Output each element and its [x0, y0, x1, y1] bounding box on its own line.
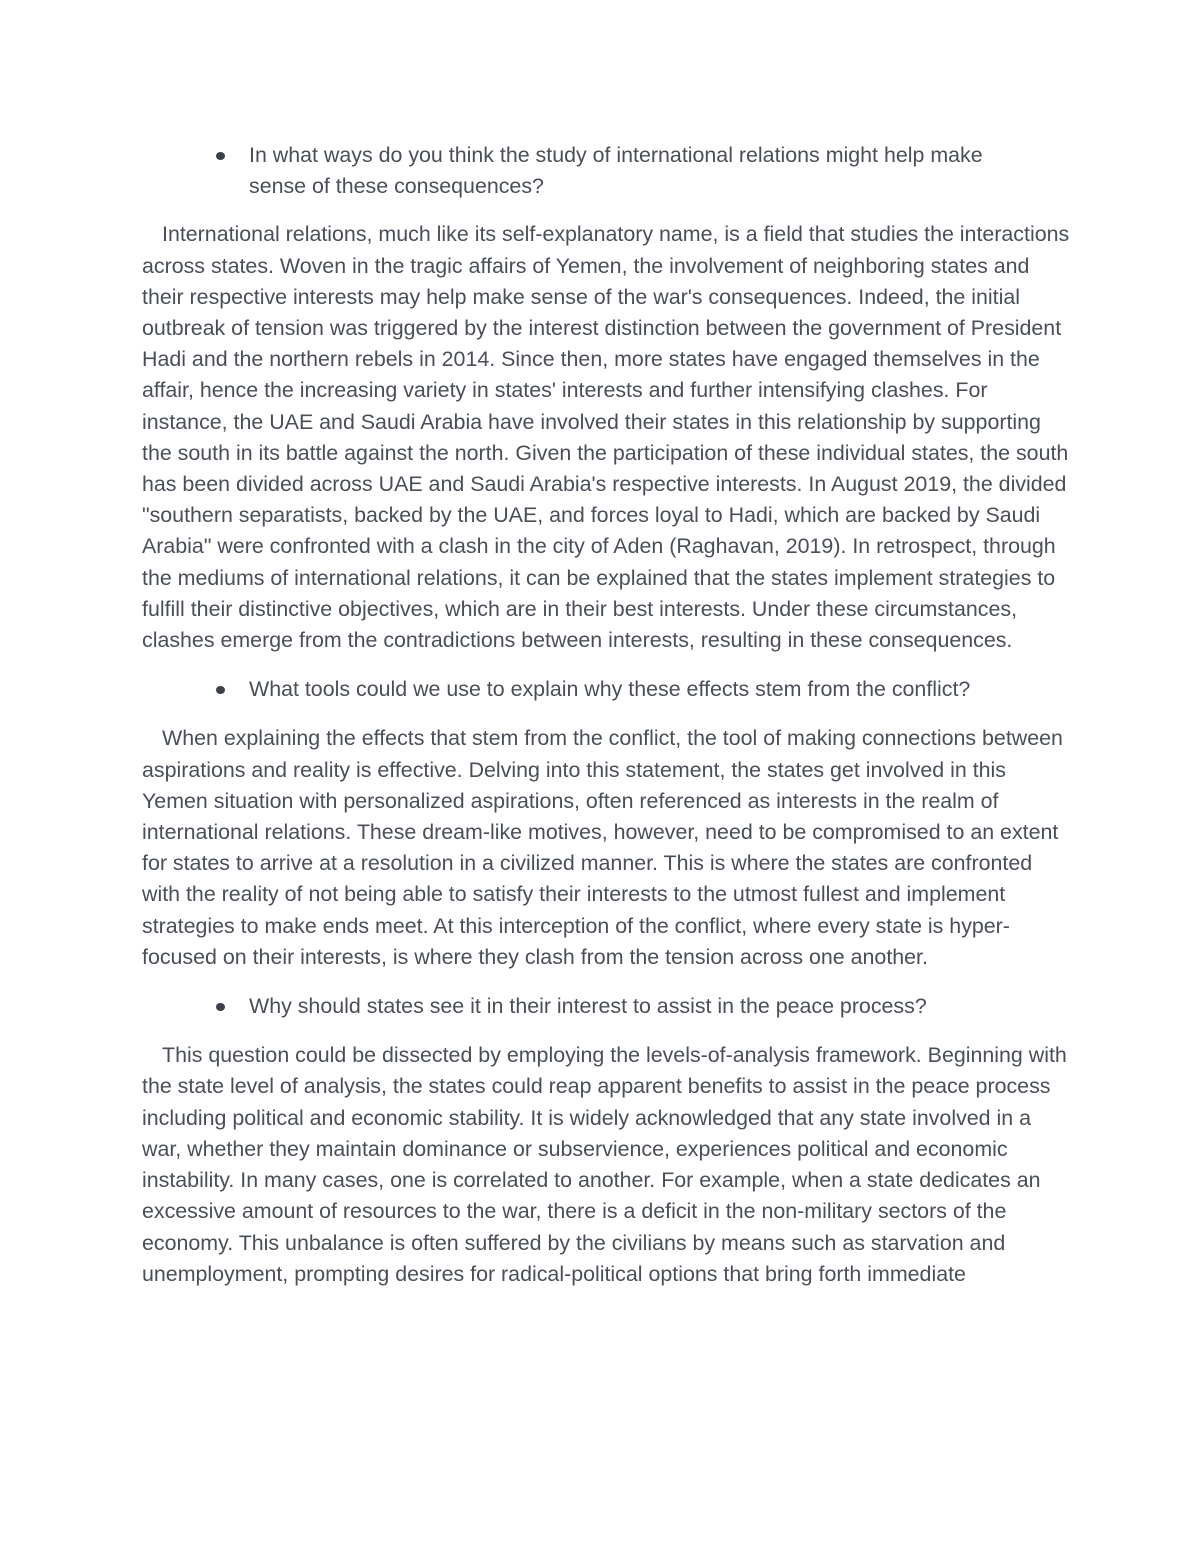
answer-3-paragraph: This question could be dissected by employing the levels-of-analysis framework. Beginning with the state level of analysis, the states could reap apparent benefits to assist in the peace process including political and economic stability. It is widely acknowledged that any state involved in a war, whether they maintain dominance or subservience, experiences political and economic instability. In many cases, one is correlated to another. For example, when a state dedicates an excessive amount of resources to the war, there is a deficit in the non-military sectors of the economy. This unbalance is often suffered by the civilians by means such as starvation and unemployment, prompting desires for radical-political options that bring forth immediate — [142, 1043, 1067, 1286]
question-1-text: In what ways do you think the study of international relations might help make sense of these consequences? — [249, 143, 983, 199]
bullet-icon — [216, 686, 225, 694]
question-1 — [142, 140, 1009, 202]
question-3-text: Why should states see it in their interest to assist in the peace process? — [249, 994, 927, 1019]
bullet-icon — [216, 1003, 225, 1011]
answer-1-paragraph: International relations, much like its self-explanatory name, is a field that studies the interactions across states. Woven in the tragic affairs of Yemen, the involvement of neighboring states and their respective interests may help make sense of the war's consequences. Indeed, the initial outbreak of tension was triggered by the interest distinction between the government of President Hadi and the northern rebels in 2014. Since then, more states have engaged themselves in the affair, hence the increasing variety in states' interests and further intensifying clashes. For instance, the UAE and Saudi Arabia have involved their states in this relationship by supporting the south in its battle against the north. Given the participation of these individual states, the south has been divided across UAE and Saudi Arabia's respective interests. In August 2019, the divided "southern separatists, backed by the UAE, and forces loyal to Hadi, which are backed by Saudi Arabia" were confronted with a clash in the city of Aden (Raghavan, 2019). In retrospect, through the mediums of international relations, it can be explained that the states implement strategies to fulfill their distinctive objectives, which are in their best interests. Under these circumstances, clashes emerge from the contradictions between interests, resulting in these consequences. — [142, 222, 1070, 653]
answer-2-paragraph: When explaining the effects that stem from the conflict, the tool of making connections between aspirations and reality is effective. Delving into this statement, the states get involved in this Yemen situation with personalized aspirations, often referenced as interests in the realm of international relations. These dream-like motives, however, need to be compromised to an extent for states to arrive at a resolution in a civilized manner. This is where the states are confronted with the reality of not being able to satisfy their interests to the utmost fullest and implement strategies to make ends meet. At this interception of the conflict, where every state is hyper-focused on their interests, is where they clash from the tension across one another. — [142, 726, 1063, 969]
bullet-icon — [216, 152, 225, 160]
question-3 — [142, 991, 1009, 1022]
question-2-text: What tools could we use to explain why these effects stem from the conflict? — [249, 677, 971, 702]
document-body — [142, 140, 1072, 1290]
question-2 — [142, 674, 1009, 705]
